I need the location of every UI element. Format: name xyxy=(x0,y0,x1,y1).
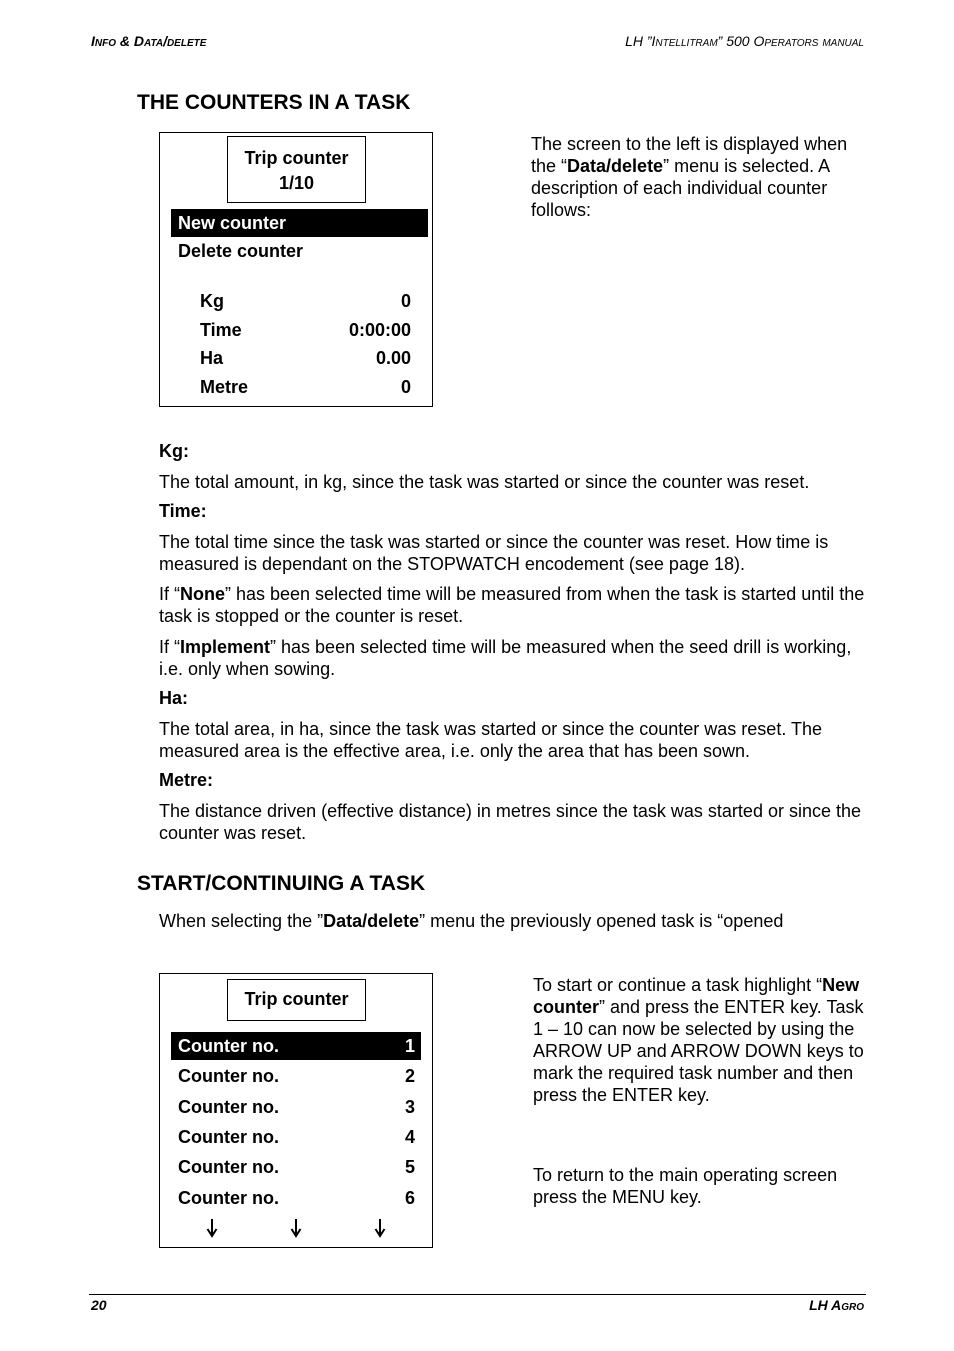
value-label: Ha xyxy=(200,348,224,368)
screen-title: Trip counter xyxy=(244,148,349,168)
counter-number: 4 xyxy=(404,1127,415,1147)
page-number: 20 xyxy=(91,1297,107,1313)
screen-title-box xyxy=(227,136,366,203)
time-none-text: If “None” has been selected time will be measured from when the task is started until the task is stopped or the counter is reset. xyxy=(159,584,865,626)
screen-counter-index: 1/10 xyxy=(278,173,315,193)
counter-row-4[interactable] xyxy=(171,1123,421,1151)
value-row-kg xyxy=(200,287,411,315)
value-number: 0 xyxy=(400,377,411,397)
metre-title: Metre: xyxy=(159,770,214,790)
counter-select-screen xyxy=(159,973,433,1248)
value-row-metre xyxy=(200,373,411,401)
ha-title: Ha: xyxy=(159,688,189,708)
counter-label: Counter no. xyxy=(178,1066,279,1086)
value-label: Kg xyxy=(200,291,224,311)
counter-number: 3 xyxy=(404,1097,415,1117)
counter-label: Counter no. xyxy=(178,1127,279,1147)
kg-text: The total amount, in kg, since the task was started or since the counter was reset. xyxy=(159,472,810,492)
counter-row-1[interactable] xyxy=(171,1032,421,1060)
scroll-down-arrow-icon xyxy=(206,1218,218,1238)
value-number: 0 xyxy=(400,291,411,311)
time-title: Time: xyxy=(159,501,207,521)
section2-intro: When selecting the ”Data/delete” menu the previously opened task is “opened xyxy=(159,911,784,931)
footer-rule xyxy=(89,1294,866,1295)
value-number: 0:00:00 xyxy=(348,320,411,340)
counter-number: 1 xyxy=(404,1036,415,1056)
value-label: Metre xyxy=(200,377,249,397)
section-title-counters: THE COUNTERS IN A TASK xyxy=(137,91,411,114)
trip-counter-screen xyxy=(159,132,433,407)
counter-label: Counter no. xyxy=(178,1157,279,1177)
header-manual-title: LH ”Intellitram” 500 Operators manual xyxy=(625,33,864,49)
counter-label: Counter no. xyxy=(178,1036,279,1056)
header-section: Info & Data/delete xyxy=(91,33,207,49)
section-title-start-task: START/CONTINUING A TASK xyxy=(137,872,426,895)
side-text-return: To return to the main operating screen press the MENU key. xyxy=(533,1165,838,1207)
time-text: The total time since the task was started or since the counter was reset. How time is measured is dependant on the STOPWATCH encodement (see page 18). xyxy=(159,532,829,574)
counter-label: Counter no. xyxy=(178,1188,279,1208)
counter-number: 6 xyxy=(404,1188,415,1208)
kg-title: Kg: xyxy=(159,441,189,461)
value-label: Time xyxy=(200,320,242,340)
time-implement-text: If “Implement” has been selected time will be measured when the seed drill is working, i.e. only when sowing. xyxy=(159,637,852,679)
screen-title: Trip counter xyxy=(244,989,349,1009)
value-number: 0.00 xyxy=(375,348,411,368)
counter-row-6[interactable] xyxy=(171,1184,421,1212)
counter-label: Counter no. xyxy=(178,1097,279,1117)
scroll-down-arrow-icon xyxy=(374,1218,386,1238)
counter-row-5[interactable] xyxy=(171,1153,421,1181)
counter-number: 2 xyxy=(404,1066,415,1086)
value-row-ha xyxy=(200,344,411,372)
menu-delete-counter[interactable]: Delete counter xyxy=(178,241,304,261)
side-text-start-task: To start or continue a task highlight “New counter” and press the ENTER key. Task 1 – 10 can now be selected by using the ARROW UP and ARROW DOWN keys to mark the required task number and then press the ENTER key. xyxy=(533,975,864,1105)
counter-row-2[interactable] xyxy=(171,1062,421,1090)
footer-brand: LH Agro xyxy=(809,1297,864,1313)
value-row-time xyxy=(200,316,411,344)
metre-text: The distance driven (effective distance) in metres since the task was started or since the counter was reset. xyxy=(159,801,861,843)
menu-new-counter[interactable]: New counter xyxy=(171,209,428,237)
ha-text: The total area, in ha, since the task was started or since the counter was reset. The measured area is the effective area, i.e. only the area that has been sown. xyxy=(159,719,823,761)
counter-row-3[interactable] xyxy=(171,1093,421,1121)
counter-number: 5 xyxy=(404,1157,415,1177)
side-text-screen-description: The screen to the left is displayed when the “Data/delete” menu is selected. A description of each individual counter follows: xyxy=(531,134,848,220)
scroll-down-arrow-icon xyxy=(290,1218,302,1238)
screen-title-box xyxy=(227,979,366,1021)
